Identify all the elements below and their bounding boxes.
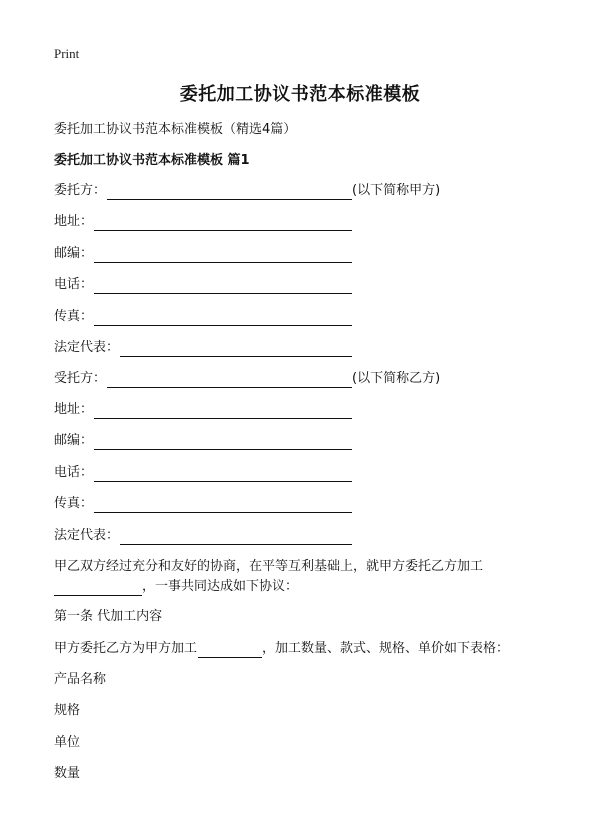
- party-b-phone-label: 电话：: [54, 465, 94, 480]
- party-b-postcode-label: 邮编：: [54, 433, 94, 448]
- intro-paragraph-line2: [54, 578, 298, 596]
- document-subtitle: 委托加工协议书范本标准模板（精选4篇）: [54, 122, 297, 137]
- party-a-postcode-field: [54, 245, 352, 263]
- party-b-fax-label: 传真：: [54, 496, 94, 511]
- party-a-address-label: 地址：: [54, 214, 94, 229]
- party-a-address-blank: [94, 216, 352, 231]
- party-b-name-label: 受托方：: [54, 371, 107, 386]
- party-b-phone-blank: [94, 467, 352, 482]
- party-b-address-field: [54, 401, 352, 419]
- section-heading: 委托加工协议书范本标准模板 篇1: [54, 153, 250, 168]
- party-a-name-blank: [107, 185, 352, 200]
- print-link[interactable]: Print: [54, 46, 80, 61]
- intro-line2-text: ，一事共同达成如下协议：: [142, 579, 299, 594]
- party-a-phone-label: 电话：: [54, 277, 94, 292]
- party-a-legal-rep-field: [54, 339, 352, 357]
- intro-paragraph-line1: 甲乙双方经过充分和友好的协商，在平等互利基础上，就甲方委托乙方加工: [54, 559, 484, 574]
- party-a-name-label: 委托方：: [54, 183, 107, 198]
- table-item: 规格: [54, 703, 81, 718]
- party-b-name-blank: [107, 373, 352, 388]
- party-a-postcode-label: 邮编：: [54, 246, 94, 261]
- party-b-name-suffix: (以下简称乙方): [352, 371, 441, 386]
- party-b-phone-field: [54, 464, 352, 482]
- party-a-postcode-blank: [94, 248, 352, 263]
- article1-text-prefix: 甲方委托乙方为甲方加工: [54, 641, 198, 656]
- party-b-postcode-field: [54, 432, 352, 450]
- party-a-legal-rep-blank: [120, 342, 352, 357]
- article1-text: [54, 640, 509, 658]
- party-a-fax-label: 传真：: [54, 309, 94, 324]
- party-a-fax-blank: [94, 311, 352, 326]
- document-title: 委托加工协议书范本标准模板: [179, 84, 421, 105]
- party-a-phone-blank: [94, 279, 352, 294]
- party-b-postcode-blank: [94, 435, 352, 450]
- party-a-name-suffix: (以下简称甲方): [352, 183, 441, 198]
- party-a-name-field: [54, 182, 440, 200]
- party-b-address-blank: [94, 404, 352, 419]
- article1-blank: [198, 643, 262, 658]
- party-b-fax-blank: [94, 498, 352, 513]
- party-a-fax-field: [54, 308, 352, 326]
- table-item: 产品名称: [54, 672, 107, 687]
- party-a-address-field: [54, 213, 352, 231]
- party-a-phone-field: [54, 276, 352, 294]
- party-b-address-label: 地址：: [54, 402, 94, 417]
- article1-heading: 第一条 代加工内容: [54, 609, 163, 624]
- intro-blank: [54, 581, 142, 596]
- party-b-legal-rep-label: 法定代表：: [54, 528, 120, 543]
- party-b-fax-field: [54, 495, 352, 513]
- party-b-legal-rep-blank: [120, 530, 352, 545]
- party-b-name-field: [54, 370, 440, 388]
- article1-text-suffix: ，加工数量、款式、规格、单价如下表格：: [262, 641, 510, 656]
- party-a-legal-rep-label: 法定代表：: [54, 340, 120, 355]
- table-item: 单位: [54, 735, 81, 750]
- party-b-legal-rep-field: [54, 527, 352, 545]
- table-item: 数量: [54, 766, 81, 781]
